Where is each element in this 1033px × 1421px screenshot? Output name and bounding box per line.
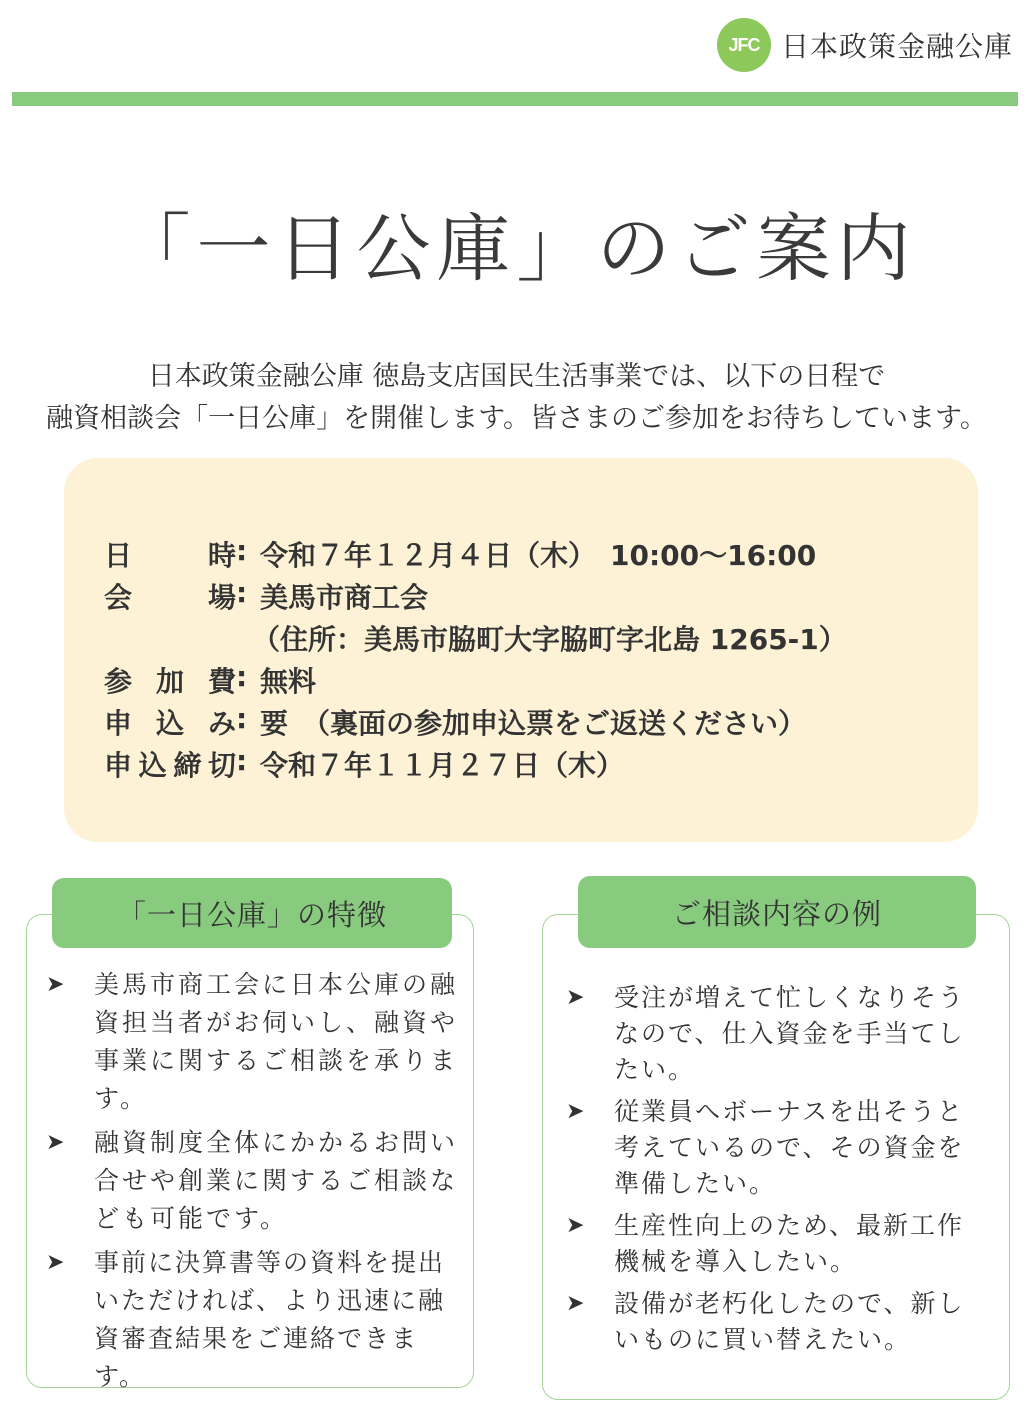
fee-label: 参加費 — [104, 665, 236, 698]
list-item: ➤ 生産性向上のため、最新工作機械を導入したい。 — [566, 1208, 982, 1280]
info-row-venue — [104, 576, 428, 616]
event-info-box — [64, 458, 978, 842]
arrowhead-bullet-icon: ➤ — [566, 1291, 587, 1316]
list-item: ➤ 融資制度全体にかかるお問い合せや創業に関するご相談なども可能です。 — [46, 1124, 458, 1238]
application-label: 申込み — [104, 707, 236, 740]
info-row-datetime — [104, 534, 816, 574]
features-heading: 「一日公庫」の特徴 — [52, 878, 452, 948]
examples-heading: ご相談内容の例 — [578, 876, 976, 948]
arrowhead-bullet-icon: ➤ — [46, 972, 68, 997]
arrowhead-bullet-icon: ➤ — [566, 1213, 587, 1238]
header-logo — [717, 18, 1013, 72]
info-row-fee — [104, 660, 316, 700]
colon: : — [236, 534, 248, 567]
colon: : — [236, 660, 248, 693]
colon: : — [236, 744, 248, 777]
application-value: 要 （裏面の参加申込票をご返送ください） — [260, 707, 807, 740]
list-item: ➤ 従業員へボーナスを出そうと考えているので、その資金を準備したい。 — [566, 1094, 982, 1202]
deadline-label: 申込締切 — [104, 749, 236, 782]
venue-label: 会 場 — [104, 581, 236, 614]
datetime-value: 令和７年１２月４日（木） 10:00～16:00 — [260, 539, 817, 572]
venue-address: （住所：美馬市脇町大字脇町字北島 1265-1） — [252, 623, 847, 656]
deadline-value: 令和７年１１月２７日（木） — [260, 749, 625, 782]
arrowhead-bullet-icon: ➤ — [46, 1250, 67, 1275]
colon: : — [236, 702, 248, 735]
org-name: 日本政策金融公庫 — [780, 30, 1013, 63]
arrowhead-bullet-icon: ➤ — [566, 1099, 587, 1124]
list-item: ➤ 事前に決算書等の資料を提出いただければ、より迅速に融資審査結果をご連絡できます。 — [46, 1244, 458, 1396]
arrowhead-bullet-icon: ➤ — [566, 985, 587, 1010]
examples-list — [566, 980, 982, 1358]
list-item: ➤ 設備が老朽化したので、新しいものに買い替えたい。 — [566, 1286, 982, 1358]
datetime-label: 日 時 — [104, 539, 236, 572]
fee-value: 無料 — [260, 665, 317, 698]
intro-line-2: 融資相談会「一日公庫」を開催します。皆さまのご参加をお待ちしています。 — [46, 403, 987, 434]
info-row-deadline — [104, 744, 624, 784]
venue-value: 美馬市商工会 — [260, 581, 429, 614]
arrowhead-bullet-icon: ➤ — [46, 1130, 68, 1155]
jfc-logo-icon: JFC — [717, 18, 771, 72]
list-item: ➤ 受注が増えて忙しくなりそうなので、仕入資金を手当てしたい。 — [566, 980, 982, 1088]
intro-line-1: 日本政策金融公庫 徳島支店国民生活事業では、以下の日程で — [147, 361, 886, 392]
features-list — [46, 966, 458, 1396]
page-title: 「一日公庫」のご案内 — [116, 206, 917, 292]
intro-text — [0, 356, 1033, 440]
info-row-application — [104, 702, 806, 742]
list-item: ➤ 美馬市商工会に日本公庫の融資担当者がお伺いし、融資や事業に関するご相談を承ります。 — [46, 966, 458, 1118]
top-rule — [12, 92, 1018, 106]
colon: : — [236, 576, 248, 609]
